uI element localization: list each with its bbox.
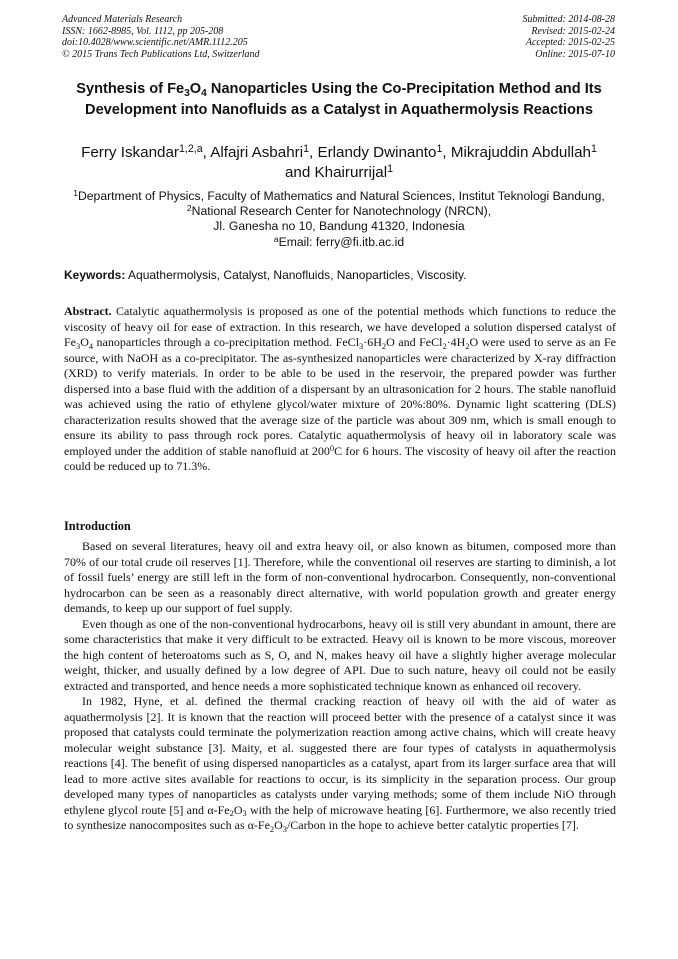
email-line: $^a$Email: ferry@fi.itb.ac.id (273, 233, 405, 249)
author-name: , Alfajri Asbahri (202, 144, 304, 161)
introduction-body (64, 539, 616, 834)
paragraph: In 1982, Hyne, et al. defined the thermal cracking reaction of heavy oil with the aid of water as aquathermolysis [2]. It is known that the reaction will proceed better with the presence of a catalyst since it was proposed that catalysts could terminate the polymerization reaction among active chains, which will create heavy molecular weight substance [3]. Maity, et al. suggested there are four types of catalysts in aquathermolysis reactions [4]. The benefit of using dispersed nanoparticles as a catalyst, apart from its larger surface area that will lead to more active sites available for reactions to occur, is its simplicity in the separation process. Our group developed many types of nanoparticles as catalysts under varying methods; some of them include NiO through ethylene glycol route [5] and $\alpha-Fe_2O_3$ with the help of microwave heating [6]. Furthermore, we also recently tried to synthesize nanocomposites such as $\alpha-Fe_2O_3$/Carbon in the hope to achieve better catalytic properties [7]. (64, 694, 616, 834)
keywords-label: Keywords: (64, 268, 126, 282)
journal-info (62, 14, 260, 60)
affiliation-line: $^2$National Research Center for Nanotechnology (NRCN), (186, 203, 492, 219)
paragraph: Even though as one of the non-conventional hydrocarbons, heavy oil is still very abundant in amount, there are some characteristics that make it very difficult to be extracted. Heavy oil is known to be more viscous, moreover the high content of heteroatoms such as S, O, and N, makes heavy oil have a slightly higher average molecular weight, thicker, and usually defined by a low degree of API. Due to such nature, heavy oil could not be easily extracted and transported, and hence needs a more sophisticated technique known as enhanced oil recovery. (64, 616, 616, 693)
submission-dates (523, 14, 616, 60)
author-name: , Mikrajuddin Abdullah (442, 144, 591, 161)
author-name: Ferry Iskandar (81, 144, 179, 161)
journal-name: Advanced Materials Research (62, 14, 183, 25)
author-name: and Khairurrijal (284, 164, 388, 181)
paper-title: Synthesis of $Fe_3O_4$ Nanoparticles Using the Co-Precipitation Method and Its Development into Nanofluids as a Catalyst in Aquathermolysis Reactions (76, 81, 602, 118)
affiliations (58, 189, 620, 250)
revised-date: Revised: 2015-02-24 (531, 25, 615, 37)
doi-line: doi:10.4028/www.scientific.net/AMR.1112.205 (62, 37, 248, 48)
affiliation-line: $^1$Department of Physics, Faculty of Mathematics and Natural Sciences, Institut Teknologi Bandung, (73, 188, 605, 203)
affiliation-line: Jl. Ganesha no 10, Bandung 41320, Indonesia (213, 219, 465, 234)
section-heading-introduction: Introduction (64, 519, 131, 533)
keywords (64, 268, 616, 283)
author-name: , Erlandy Dwinanto (309, 144, 437, 161)
abstract: Abstract. Catalytic aquathermolysis is proposed as one of the potential methods which functions to reduce the viscosity of heavy oil for ease of extraction. In this research, we have developed a solution dispersed catalyst of $Fe_3O_4$ nanoparticles through a co-precipitation method. $FeCl_3\cdot 6H_2O$ and $FeCl_2\cdot 4H_2O$ were used to serve as an Fe source, with NaOH as a co-precipitator. The as-synthesized nanoparticles were characterized by X-ray diffraction (XRD) to verify materials. In order to be able to be used in the reservoir, the prepared powder was further dispersed into a base fluid with the addition of a dispersant by an ultrasonication for 2 hours. The stable nanofluid was achieved using the ratio of ethylene glycol/water mixture of 20%:80%. Dynamic light scattering (DLS) characterization results showed that the average size of the particle was about 309 nm, which is small enough to ensure its ability to pass through rock pores. Catalytic aquathermolysis of heavy oil in laboratory scale was employed under the addition of stable nanofluid at $200^0C$ for 6 hours. The viscosity of heavy oil after the reaction could be reduced up to 71.3%. (64, 304, 616, 473)
abstract-label: Abstract. (64, 304, 112, 318)
accepted-date: Accepted: 2015-02-25 (525, 37, 615, 48)
paragraph: Based on several literatures, heavy oil and extra heavy oil, or also known as bitumen, composed more than 70% of our total crude oil reserves [1]. Therefore, while the conventional oil reserves are starting to diminish, a lot of fossil fuels’ energy are still left in the form of non-conventional hydrocarbon. Consequently, non-conventional hydrocarbon can be seen as a reasonably direct alternative, with world population growth and greater energy demands, to keep up our support of fuel supply. (64, 539, 616, 615)
copyright-line: © 2015 Trans Tech Publications Ltd, Switzerland (62, 48, 260, 60)
online-date: Online: 2015-07-10 (535, 48, 615, 60)
submitted-date: Submitted: 2014-08-28 (522, 14, 615, 25)
author-list: Ferry Iskandar$^{1,2,a}$, Alfajri Asbahri$^1$, Erlandy Dwinanto$^1$, Mikrajuddin Abdullah$^1$ and Khairurrijal$^1$ (81, 143, 597, 181)
keywords-text: Aquathermolysis, Catalyst, Nanofluids, Nanoparticles, Viscosity. (125, 268, 467, 282)
issn-line: ISSN: 1662-8985, Vol. 1112, pp 205-208 (62, 25, 224, 37)
